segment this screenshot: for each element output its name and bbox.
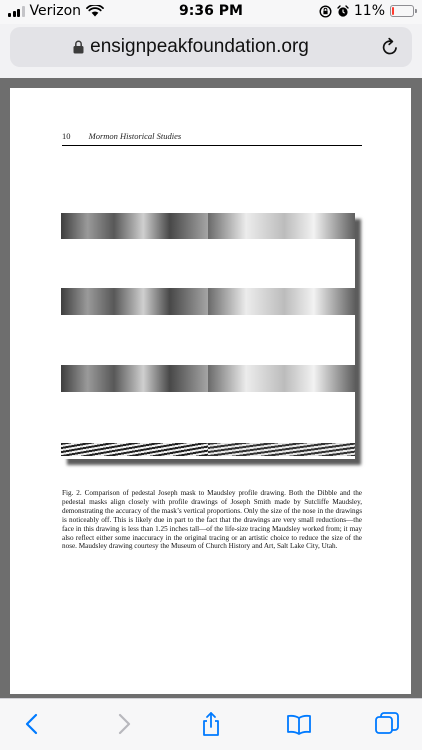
figure-strip — [61, 213, 355, 239]
figure-mask-comparison — [61, 213, 355, 459]
figure-caption: Fig. 2. Comparison of pedestal Joseph mask to Maudsley profile drawing. Both the Dibble and the pedestal masks align closely with profile drawings of Joseph Smith made by Sutcliffe Maudsley, demonstrating the accuracy of the mask’s vertical proportions. Only the size of the nose in the drawings is noticeably off. This is likely due in part to the fact that the drawings are very small reductions—the face in this drawing is less than 1.25 inches tall—of the life-size tracing Maudsley worked from; it may also reflect either some inaccuracy in the original tracing or an artistic choice to reduce the size of the nose. Maudsley drawing courtesy the Museum of Church History and Art, Salt Lake City, Utah. — [62, 489, 362, 551]
clock: 9:36 PM — [179, 3, 243, 19]
tabs-icon — [374, 711, 400, 737]
url-field[interactable] — [10, 27, 372, 67]
orientation-lock-icon — [319, 5, 332, 18]
back-button[interactable] — [20, 711, 46, 737]
lock-icon — [73, 40, 84, 54]
share-button[interactable] — [198, 711, 224, 737]
header-rule — [62, 145, 362, 146]
url-text: ensignpeakfoundation.org — [90, 36, 309, 57]
pdf-viewer[interactable] — [0, 78, 422, 698]
battery-percent: 11% — [353, 3, 385, 19]
reload-icon[interactable] — [380, 37, 400, 57]
mask-photo-slice — [61, 443, 208, 456]
forward-button[interactable] — [110, 711, 136, 737]
figure-strip — [61, 288, 355, 315]
back-icon — [20, 711, 46, 737]
mask-photo-slice — [61, 213, 208, 239]
journal-title: Mormon Historical Studies — [88, 131, 182, 141]
figure-strip — [61, 443, 355, 456]
address-bar[interactable] — [10, 27, 412, 67]
bottom-toolbar — [0, 698, 422, 750]
carrier-label: Verizon — [29, 3, 82, 19]
drawing-slice — [208, 213, 355, 239]
drawing-slice — [208, 443, 355, 456]
figure-strip — [61, 365, 355, 392]
alarm-icon — [337, 5, 349, 18]
bookmarks-button[interactable] — [286, 711, 312, 737]
mask-photo-slice — [61, 288, 208, 315]
battery-level — [392, 7, 394, 15]
pdf-page — [10, 88, 411, 694]
drawing-slice — [208, 365, 355, 392]
drawing-slice — [208, 288, 355, 315]
status-bar — [0, 0, 422, 24]
bookmarks-icon — [286, 711, 312, 737]
mask-photo-slice — [61, 365, 208, 392]
battery-icon — [390, 5, 414, 17]
status-right — [319, 3, 414, 19]
running-head — [62, 131, 362, 141]
tabs-button[interactable] — [374, 711, 400, 737]
share-icon — [198, 711, 224, 737]
forward-icon — [110, 711, 136, 737]
page-number: 10 — [62, 131, 71, 141]
